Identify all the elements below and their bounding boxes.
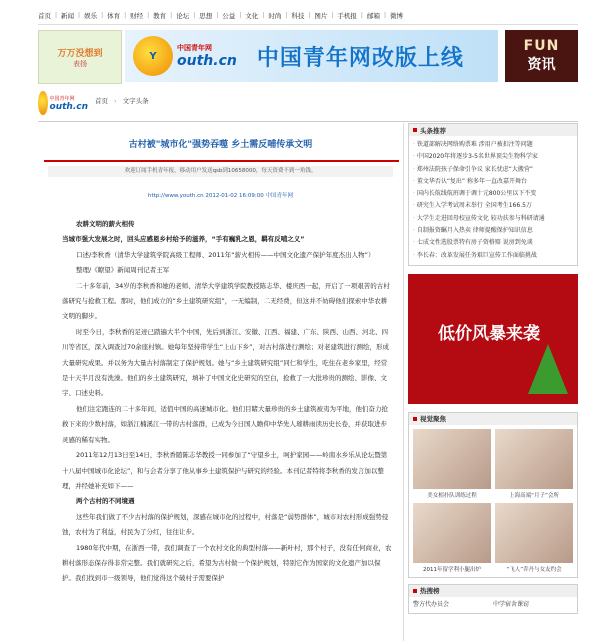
- breadcrumb-home[interactable]: 首页: [95, 97, 108, 105]
- nav-link[interactable]: 图片: [314, 12, 328, 20]
- nav-link[interactable]: 教育: [153, 12, 167, 20]
- recommend-item[interactable]: · 中国2020年将逐步3-5名世界顶尖生物科学家: [413, 151, 573, 163]
- nav-separator: |: [193, 12, 196, 19]
- nav-separator: |: [124, 12, 127, 19]
- promo-title: 万万没想到: [57, 48, 103, 59]
- fun-banner[interactable]: [505, 30, 578, 82]
- nav-link[interactable]: 首页: [38, 12, 51, 20]
- banner-slogan: 中国青年网改版上线: [256, 45, 464, 71]
- recommend-item[interactable]: · 大学生走进回母校宣传文化 较功扶参与科研请通: [413, 213, 573, 225]
- nav-link[interactable]: 论坛: [176, 12, 190, 20]
- photo-card[interactable]: [413, 503, 491, 573]
- recommend-item[interactable]: · 铁道部解决网络购票难 涉用户被扣注等问题: [413, 139, 573, 151]
- article: [38, 123, 404, 641]
- article-paragraph: 他们注定跑连的二十多年间，适值中国的高速城市化。他们目睹大量珍贵的乡土建筑被夷为平地，他们奋力抢救下来的少数村落，如浙江楠溪江一带的古村落群，已成为今日国人瞻仰中华先人璀耕雨读历史长卷，并获取进步灵感的稀有实物。: [62, 404, 388, 444]
- photo-thumbnail: [413, 503, 491, 563]
- bullet-icon: [413, 589, 417, 593]
- nav-separator: |: [239, 12, 242, 19]
- nav-link[interactable]: 手机报: [337, 12, 357, 20]
- breadcrumb-section[interactable]: 文字头条: [122, 97, 149, 105]
- nav-link[interactable]: 文化: [245, 12, 259, 20]
- nav-separator: |: [78, 12, 81, 19]
- photo-grid: [409, 425, 577, 577]
- article-paragraph: 整理/《瞭望》新闻周刊记者王军: [76, 266, 170, 275]
- top-nav: [38, 9, 578, 22]
- nav-link[interactable]: 娱乐: [84, 12, 98, 20]
- section-title: 头条推荐: [420, 126, 446, 135]
- article-paragraph: 1980年代中期，在浙西一带，我们调查了一个农村文化的典型村落——新叶村，那个村子，没有任何商业，农耕村落形态保存得非常完整。我们就研究之后，希望为古村做一个保护规划，特别它作为国家的文化遗产加以保护。我们找到市一级领导，他们觉得这个破村子需要保护: [62, 543, 392, 583]
- chevron-right-icon: ›: [114, 96, 117, 105]
- recommend-item[interactable]: · 董文华否认“复出” 称多年一直改嘉开舞台: [413, 176, 573, 188]
- promo-subtitle: 表扬: [73, 59, 87, 68]
- article-title: 古村被"城市化"强势吞噬 乡土需反哺传承文明: [128, 140, 313, 150]
- article-meta: http://www.youth.cn 2012-01-02 16:09:00 中国青年网: [147, 193, 293, 199]
- section-title: 视觉聚焦: [420, 415, 446, 424]
- divider: [38, 24, 578, 25]
- section-header: [409, 124, 577, 136]
- nav-link[interactable]: 公益: [222, 12, 236, 20]
- recommend-item[interactable]: · 李长春：改革发展任务艰巨宣传工作面临挑战: [413, 250, 573, 262]
- ad-banner[interactable]: [408, 274, 578, 404]
- photo-caption: 美女相扑队训练过程: [427, 492, 477, 499]
- ad-text: 低价风暴来袭: [438, 323, 540, 344]
- logo-circle-icon: [38, 91, 48, 115]
- sidebar: [408, 123, 578, 641]
- nav-separator: |: [331, 12, 334, 19]
- photo-caption: 2011年留学利小腿出炉: [423, 566, 481, 573]
- logo-en: outh.cn: [49, 101, 88, 112]
- nav-separator: |: [308, 12, 311, 19]
- nav-separator: |: [383, 12, 386, 19]
- breadcrumb: [95, 96, 149, 105]
- nav-link[interactable]: 新闻: [61, 12, 75, 20]
- recommend-item[interactable]: · 研究生入学考试周末举行 全国考生166.5万: [413, 200, 573, 212]
- nav-separator: |: [147, 12, 150, 19]
- article-paragraph: 2011年12月13日至14日，李秋香随陈志华教授一同参加了“守望乡土，呵护家园——岭南水乡乐从论坛暨第十八届中国城市化论坛”，和与会者分享了他从事乡土建筑保护与研究的经验。本刊记者特将李秋香的发言加以整理，并经她补充如下——: [62, 451, 388, 490]
- brand-en: outh.cn: [177, 53, 237, 69]
- photo-caption: 上海高端“月子”会所: [509, 492, 559, 499]
- photo-thumbnail: [413, 429, 491, 489]
- nav-link[interactable]: 财经: [130, 12, 144, 20]
- logo-y-icon: Y: [133, 36, 173, 76]
- article-paragraph: 口述/李秋香（清华大学建筑学院高级工程师、2011年“薪火相传——中国文化遗产保护年度杰出人物”）: [76, 250, 375, 259]
- hot-list: [409, 597, 577, 613]
- nav-link[interactable]: 科技: [291, 12, 305, 20]
- photo-card[interactable]: [495, 503, 573, 573]
- recommend-item[interactable]: · 自制报资瞩月入热卖 律师提醒保护知识信息: [413, 225, 573, 237]
- logo-cn: 中国青年网: [49, 95, 75, 102]
- nav-separator: |: [55, 12, 58, 19]
- article-paragraph: 时至今日，李秋香的足迹已踏遍大半个中国，先后到浙江、安徽、江西、福建、广东、陕西、山西、河北、四川等省区，深入调查过70余座村镇。她每年坚持带学生“上山下乡”，对古村落进行测绘；对老建筑进行测绘，形成大量研究成果。并以务为大量古村落制定了保护规划。她与“乡土建筑研究组”同仁和学生，吃住在老乡家里，经常是十天半月没有洗澡。他们的乡土建筑研究，填补了中国文化史研究的空白，抢救了一大批珍贵的测绘、影像、文字、口述史料。: [62, 327, 390, 398]
- divider: [38, 121, 578, 122]
- nav-link[interactable]: 思想: [199, 12, 213, 20]
- article-paragraph: 当城市强大发展之时，回头应感恩乡村给予的滋养，“手有巍乳之恩，羁有反哺之义”: [62, 235, 305, 244]
- recommend-item[interactable]: · 国内长航线航班调于调十元800公里以下不变: [413, 188, 573, 200]
- hot-item[interactable]: 中学宿舍课窃: [493, 600, 530, 608]
- bullet-icon: [413, 417, 417, 421]
- brand-cn: 中国青年网: [177, 44, 212, 52]
- photo-thumbnail: [495, 429, 573, 489]
- section-header: [409, 413, 577, 425]
- recommend-section: [408, 123, 578, 266]
- site-logo[interactable]: [38, 86, 88, 120]
- section-header: [409, 585, 577, 597]
- nav-separator: |: [216, 12, 219, 19]
- subscription-notice: 欢迎订阅手机青年报，移动用户发送qsb到10658000，每天资费不到一角钱。: [48, 166, 393, 177]
- nav-separator: |: [285, 12, 288, 19]
- bullet-icon: [413, 128, 417, 132]
- christmas-tree-icon: [528, 344, 568, 394]
- nav-link[interactable]: 微博: [389, 12, 403, 20]
- nav-link[interactable]: 时尚: [268, 12, 282, 20]
- nav-separator: |: [262, 12, 265, 19]
- nav-separator: |: [170, 12, 173, 19]
- recommend-item[interactable]: · 郑州法院孩子保命引争议 家长忧虑“大搬营”: [413, 164, 573, 176]
- photo-section: [408, 412, 578, 578]
- article-paragraph: 这些年我们做了不少古村落的保护规划，深感在城市化的过程中，村落是“弱势群体”，城市对农村形成强势侵蚀，农村为了利益，村民为了分红，往往让步。: [62, 512, 389, 537]
- title-underline: [44, 160, 399, 162]
- nav-separator: |: [360, 12, 363, 19]
- fun-subtitle: 资讯: [527, 57, 556, 73]
- nav-link[interactable]: 邮箱: [366, 12, 380, 20]
- article-paragraph: 农耕文明的薪火相传: [76, 220, 135, 228]
- article-paragraph: 二十多年前，34岁的李秋香和她的老师、清华大学建筑学院教授陈志华、楼庆西一起，开启了一项艰苦的古村落研究与抢救工程。那时，他们成立的“乡土建筑研究组”，一无编制，二无经费，但这并不妨碍他们探索中华农耕文明的脚步。: [62, 281, 390, 321]
- photo-thumbnail: [495, 503, 573, 563]
- hot-search-section: [408, 584, 578, 614]
- photo-card[interactable]: [495, 429, 573, 499]
- main-banner[interactable]: [125, 30, 498, 82]
- recommend-item[interactable]: · 七成文性选股票特有房子资格赔 说房到免谈: [413, 237, 573, 249]
- recommend-list: [409, 136, 577, 265]
- photo-caption: “飞人”乔丹与女友约会: [506, 566, 562, 573]
- photo-card[interactable]: [413, 429, 491, 499]
- article-paragraph: 两个古村的不同境遇: [76, 497, 135, 506]
- nav-separator: |: [101, 12, 104, 19]
- section-title: 热搜榜: [420, 587, 440, 596]
- article-body: [62, 217, 393, 587]
- fun-label: FUN: [523, 38, 560, 54]
- brand-logo: [133, 36, 237, 76]
- hot-item[interactable]: 警方代办员会: [413, 600, 450, 608]
- nav-link[interactable]: 体育: [107, 12, 121, 20]
- promo-banner-left[interactable]: [38, 30, 122, 84]
